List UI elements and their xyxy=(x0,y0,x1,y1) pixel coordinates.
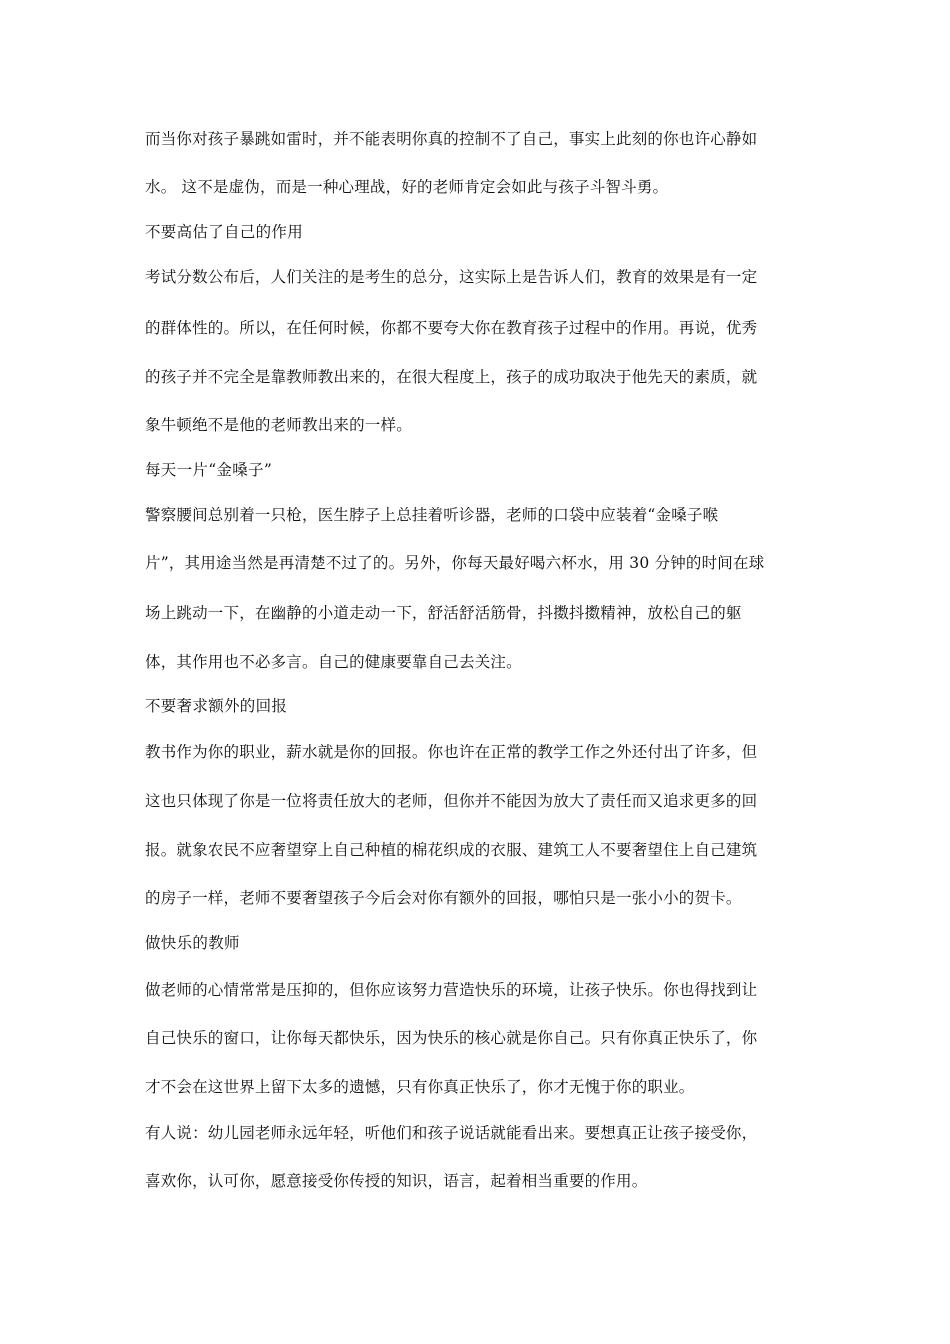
body-text-line: 的群体性的。所以，在任何时候，你都不要夸大你在教育孩子过程中的作用。再说，优秀 xyxy=(145,319,758,337)
body-text-line: 的孩子并不完全是靠教师教出来的，在很大程度上，孩子的成功取决于他先天的素质，就 xyxy=(145,368,758,386)
body-text-line: 的房子一样，老师不要奢望孩子今后会对你有额外的回报，哪怕只是一张小小的贺卡。 xyxy=(145,889,742,907)
body-text-line: 自己快乐的窗口，让你每天都快乐，因为快乐的核心就是你自己。只有你真正快乐了，你 xyxy=(145,1029,758,1047)
body-text-line: 而当你对孩子暴跳如雷时，并不能表明你真的控制不了自己，事实上此刻的你也许心静如 xyxy=(145,130,758,148)
section-heading: 做快乐的教师 xyxy=(145,934,240,952)
body-text-line: 场上跳动一下，在幽静的小道走动一下，舒活舒活筋骨，抖擞抖擞精神，放松自己的躯 xyxy=(145,604,742,622)
section-heading: 每天一片“金嗓子” xyxy=(145,461,273,479)
section-heading: 不要高估了自己的作用 xyxy=(145,223,304,241)
body-text-line: 片”，其用途当然是再清楚不过了的。另外，你每天最好喝六杯水，用 30 分钟的时间在球 xyxy=(145,554,765,572)
body-text-line: 考试分数公布后，人们关注的是考生的总分，这实际上是告诉人们，教育的效果是有一定 xyxy=(145,268,758,286)
body-text-line: 这也只体现了你是一位将责任放大的老师，但你并不能因为放大了责任而又追求更多的回 xyxy=(145,792,758,810)
section-heading: 不要奢求额外的回报 xyxy=(145,697,288,715)
body-text-line: 水。 这不是虚伪，而是一种心理战，好的老师肯定会如此与孩子斗智斗勇。 xyxy=(145,178,669,196)
body-text-line: 教书作为你的职业，薪水就是你的回报。你也许在正常的教学工作之外还付出了许多，但 xyxy=(145,743,758,761)
body-text-line: 才不会在这世界上留下太多的遗憾，只有你真正快乐了，你才无愧于你的职业。 xyxy=(145,1078,695,1096)
body-text-line: 警察腰间总别着一只枪，医生脖子上总挂着听诊器，老师的口袋中应装着“金嗓子喉 xyxy=(145,506,719,524)
body-text-line: 体，其作用也不必多言。自己的健康要靠自己去关注。 xyxy=(145,653,522,671)
body-text-line: 报。就象农民不应奢望穿上自己种植的棉花织成的衣服、建筑工人不要奢望住上自己建筑 xyxy=(145,841,758,859)
body-text-line: 有人说：幼儿园老师永远年轻，听他们和孩子说话就能看出来。要想真正让孩子接受你， xyxy=(145,1124,758,1142)
body-text-line: 象牛顿绝不是他的老师教出来的一样。 xyxy=(145,416,412,434)
body-text-line: 喜欢你，认可你，愿意接受你传授的知识，语言，起着相当重要的作用。 xyxy=(145,1172,648,1190)
body-text-line: 做老师的心情常常是压抑的，但你应该努力营造快乐的环境，让孩子快乐。你也得找到让 xyxy=(145,981,758,999)
